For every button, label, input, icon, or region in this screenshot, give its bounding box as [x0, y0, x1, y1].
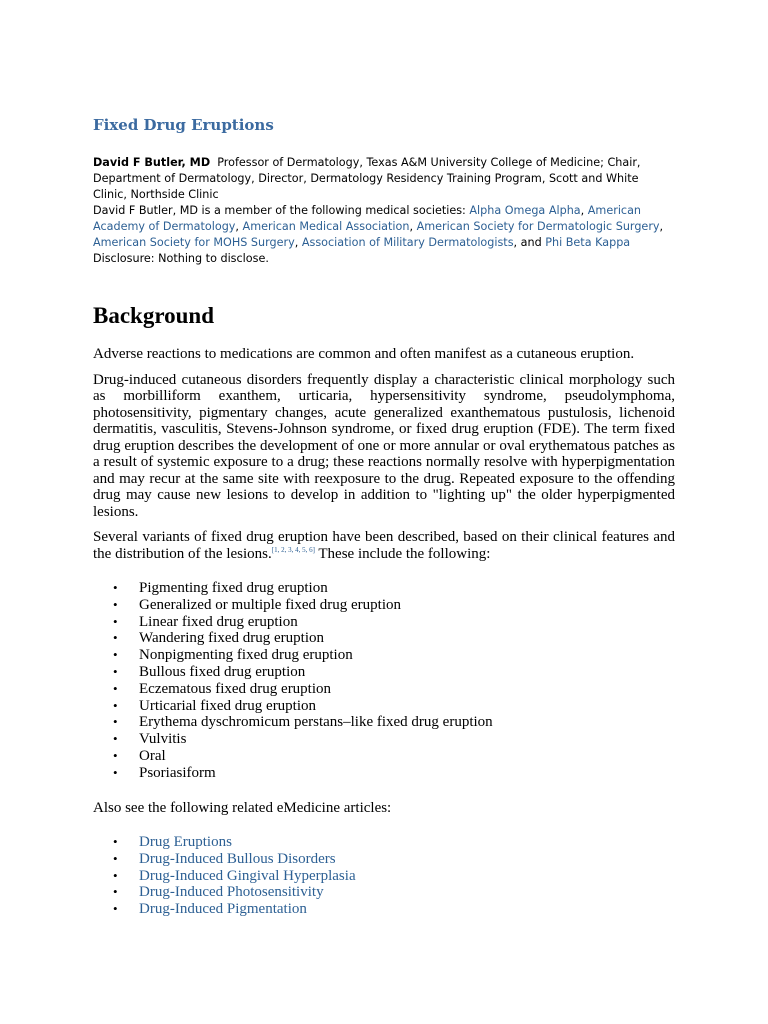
list-item: • Pigmenting fixed drug eruption [93, 580, 675, 597]
disclosure: Disclosure: Nothing to disclose. [93, 252, 269, 265]
list-item: • Psoriasiform [93, 765, 675, 782]
membership-intro: David F Butler, MD is a member of the following medical societies: [93, 204, 466, 217]
society-link[interactable]: American Society for MOHS Surgery [93, 236, 295, 249]
paragraph: Several variants of fixed drug eruption have been described, based on their clinical features and the distribution of the lesions.[1, 2, 3, 4, 5, 6] These include the following: [93, 529, 675, 562]
related-article-link[interactable]: • Drug-Induced Photosensitivity [93, 884, 675, 901]
society-link[interactable]: American Medical Association [242, 220, 410, 233]
related-article-link[interactable]: • Drug Eruptions [93, 834, 675, 851]
variants-list [93, 580, 675, 782]
author-societies-paragraph: David F Butler, MD is a member of the following medical societies: Alpha Omega Alpha, American Academy of Dermatology, American Medical Association, American Society for Dermatologic Surgery, American Society for MOHS Surgery, Association of Military Dermatologists, and Phi Beta Kappa [93, 204, 664, 249]
list-item: • Bullous fixed drug eruption [93, 664, 675, 681]
related-article-link[interactable]: • Drug-Induced Pigmentation [93, 901, 675, 918]
article-title: Fixed Drug Eruptions [93, 116, 274, 134]
paragraph: Also see the following related eMedicine articles: [93, 799, 392, 816]
author-affiliation: Professor of Dermatology, Texas A&M University College of Medicine; Chair, Department of Dermatology, Director, Dermatology Residency Training Program, Scott and White Clinic, Northside Clinic [93, 156, 641, 201]
society-link[interactable]: American Society for Dermatologic Surgery [416, 220, 660, 233]
section-heading-background: Background [93, 303, 215, 328]
related-articles-list [93, 834, 675, 918]
list-item: • Oral [93, 748, 675, 765]
list-item: • Erythema dyschromicum perstans–like fixed drug eruption [93, 714, 675, 731]
list-item: • Wandering fixed drug eruption [93, 630, 675, 647]
list-item: • Generalized or multiple fixed drug eruption [93, 597, 675, 614]
related-article-link[interactable]: • Drug-Induced Gingival Hyperplasia [93, 868, 675, 885]
paragraph: Adverse reactions to medications are common and often manifest as a cutaneous eruption. [93, 346, 635, 362]
list-item: • Vulvitis [93, 731, 675, 748]
author-name: David F Butler, MD [93, 156, 211, 169]
list-item: • Eczematous fixed drug eruption [93, 681, 675, 698]
paragraph: Drug-induced cutaneous disorders frequently display a characteristic clinical morphology such as morbilliform exanthem, urticaria, hypersensitivity syndrome, pseudolymphoma, photosensitivity, pigmentary changes, acute generalized exanthematous pustulosis, lichenoid dermatitis, vasculitis, Stevens-Johnson syndrome, or fixed drug eruption (FDE). The term fixed drug eruption describes the development of one or more annular or oval erythematous patches as a result of systemic exposure to a drug; these reactions normally resolve with hyperpigmentation and may recur at the same site with reexposure to the drug. Repeated exposure to the offending drug may cause new lesions to develop in addition to "lighting up" the older hyperpigmented lesions. [93, 371, 675, 520]
reference-link[interactable]: [1, 2, 3, 4, 5, 6] [271, 545, 315, 554]
author-affiliation-paragraph [93, 155, 673, 203]
society-link[interactable]: Alpha Omega Alpha [469, 204, 581, 217]
society-link[interactable]: American Academy of Dermatology [93, 204, 642, 233]
list-item: • Linear fixed drug eruption [93, 614, 675, 631]
related-article-link[interactable]: • Drug-Induced Bullous Disorders [93, 851, 675, 868]
author-info [93, 155, 673, 267]
society-link[interactable]: Association of Military Dermatologists [301, 236, 514, 249]
background-section [93, 346, 675, 936]
society-link[interactable]: Phi Beta Kappa [545, 236, 631, 249]
list-item: • Urticarial fixed drug eruption [93, 698, 675, 715]
list-item: • Nonpigmenting fixed drug eruption [93, 647, 675, 664]
